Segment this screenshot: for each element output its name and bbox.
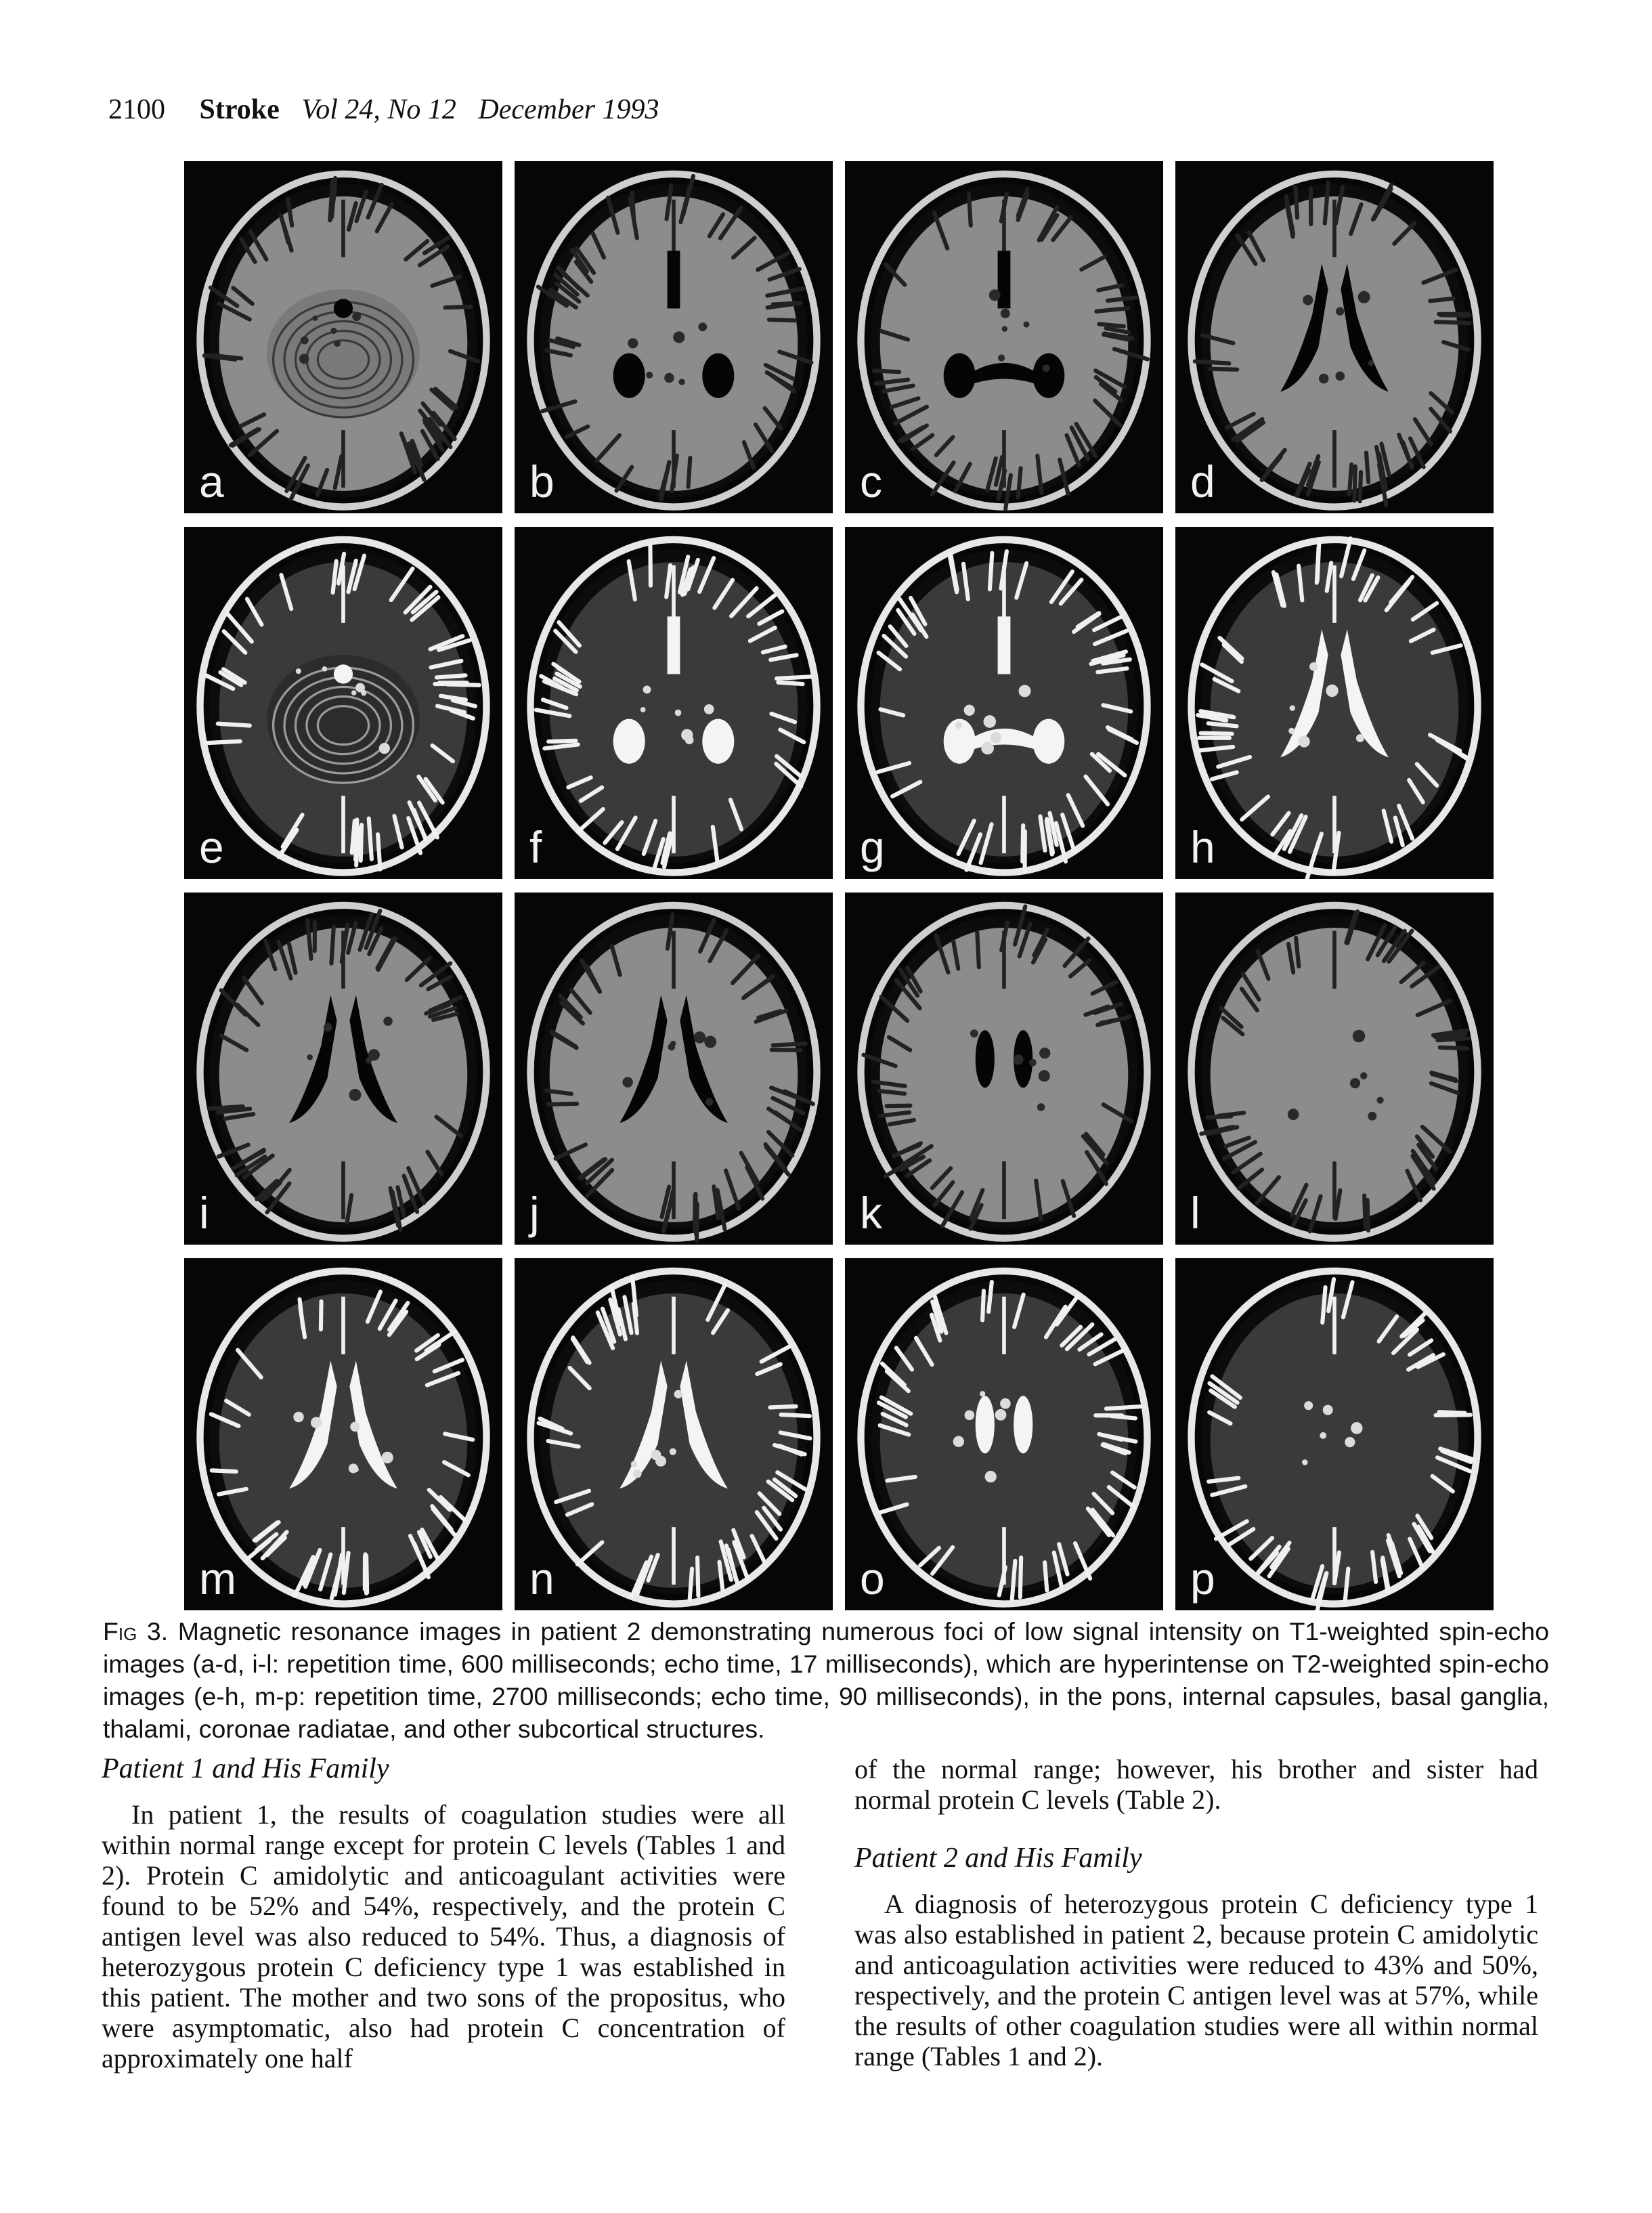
figure-caption [103, 1615, 1549, 1745]
mri-panel-m [184, 1258, 502, 1610]
mri-panel-c [845, 161, 1163, 513]
panel-label-k: k [860, 1188, 882, 1238]
mri-panel-i [184, 893, 502, 1245]
mri-image-f [515, 527, 833, 879]
panel-label-a: a [199, 456, 224, 507]
mri-panel-p [1175, 1258, 1494, 1610]
volume-issue: Vol 24, No 12 [301, 94, 456, 125]
mri-panel-n [515, 1258, 833, 1610]
panel-label-c: c [860, 456, 882, 507]
journal-name: Stroke [199, 94, 280, 125]
mri-panel-h [1175, 527, 1494, 879]
mri-image-b [515, 161, 833, 513]
section-heading-patient-2: Patient 2 and His Family [854, 1843, 1142, 1874]
mri-panel-a [184, 161, 502, 513]
mri-panel-j [515, 893, 833, 1245]
mri-image-e [184, 527, 502, 879]
mri-panel-o [845, 1258, 1163, 1610]
panel-label-e: e [199, 822, 224, 872]
panel-label-h: h [1190, 822, 1215, 872]
panel-label-j: j [529, 1188, 540, 1238]
mri-image-j [515, 893, 833, 1245]
mri-image-a [184, 161, 502, 513]
mri-panel-g [845, 527, 1163, 879]
mri-image-p [1175, 1258, 1494, 1610]
paragraph-patient-2: A diagnosis of heterozygous protein C deficiency type 1 was also established in patient 2, because protein C amidolytic and anticoagulation activities were reduced to 43% and 50%, respectively, and the protein C antigen level was at 57%, while the results of other coagulation studies were all within normal range (Tables 1 and 2). [854, 1889, 1538, 2071]
panel-label-i: i [199, 1188, 209, 1238]
mri-image-c [845, 161, 1163, 513]
mri-image-l [1175, 893, 1494, 1245]
mri-image-i [184, 893, 502, 1245]
mri-image-n [515, 1258, 833, 1610]
mri-image-g [845, 527, 1163, 879]
mri-image-h [1175, 527, 1494, 879]
mri-image-d [1175, 161, 1494, 513]
panel-label-f: f [529, 822, 542, 872]
issue-date: December 1993 [478, 94, 659, 125]
paragraph-continuation: of the normal range; however, his brother and sister had normal protein C levels (Table 2). [854, 1754, 1538, 1815]
mri-image-o [845, 1258, 1163, 1610]
section-heading-patient-1: Patient 1 and His Family [102, 1753, 389, 1784]
mri-panel-d [1175, 161, 1494, 513]
panel-label-p: p [1190, 1553, 1215, 1604]
right-column [854, 1754, 1538, 2071]
mri-panel-b [515, 161, 833, 513]
panel-label-d: d [1190, 456, 1215, 507]
panel-label-m: m [199, 1553, 236, 1604]
panel-label-b: b [529, 456, 555, 507]
mri-panel-k [845, 893, 1163, 1245]
caption-text: Magnetic resonance images in patient 2 demonstrating numerous foci of low signal intensity on T1-weighted spin-echo images (a-d, i-l: repetition time, 600 milliseconds; echo time, 17 milliseconds), which are hyperintense on T2-weighted spin-echo images (e-h, m-p: repetition time, 2700 milliseconds; echo time, 90 milliseconds), in the pons, internal capsules, basal ganglia, thalami, coronae radiatae, and other subcortical structures. [103, 1617, 1549, 1743]
paragraph-patient-1: In patient 1, the results of coagulation studies were all within normal range except for protein C levels (Tables 1 and 2). Protein C amidolytic and anticoagulant activities were found to be 52% and 54%, respectively, and the protein C antigen level was also reduced to 54%. Thus, a diagnosis of heterozygous protein C deficiency type 1 was established in this patient. The mother and two sons of the propositus, who were asymptomatic, also had protein C concentration of approximately one half [102, 1799, 785, 2074]
panel-label-l: l [1190, 1188, 1200, 1238]
panel-label-g: g [860, 822, 885, 872]
panel-label-o: o [860, 1553, 885, 1604]
mri-panel-l [1175, 893, 1494, 1245]
left-column [102, 1754, 785, 2074]
mri-image-k [845, 893, 1163, 1245]
mri-panel-e [184, 527, 502, 879]
mri-panel-f [515, 527, 833, 879]
page-number: 2100 [108, 94, 165, 125]
figure-id: Fig 3. [103, 1617, 169, 1646]
panel-label-n: n [529, 1553, 555, 1604]
